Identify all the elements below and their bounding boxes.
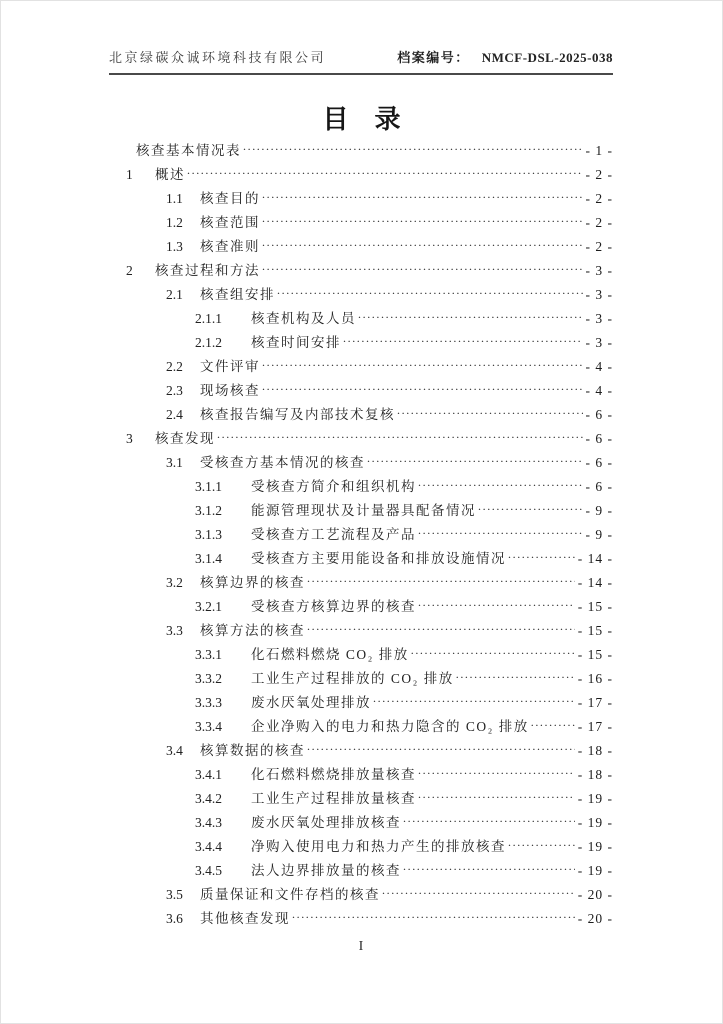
toc-leader-dots — [380, 884, 575, 899]
toc-entry-page: - 3 - — [585, 287, 613, 302]
toc-entry-page: - 6 - — [585, 431, 613, 446]
toc-leader-dots — [275, 284, 583, 299]
toc-entry-label: 核查准则 — [200, 239, 260, 254]
toc-leader-dots — [529, 716, 575, 731]
toc-entry-label: 企业净购入的电力和热力隐含的 CO₂ 排放 — [251, 719, 529, 734]
toc-leader-dots — [260, 380, 583, 395]
toc-entry-page: - 14 - — [577, 551, 613, 566]
toc-entry-label: 现场核查 — [200, 383, 260, 398]
toc-entry — [126, 643, 613, 667]
toc-entry-label: 核算方法的核查 — [200, 623, 305, 638]
toc-entry — [126, 139, 613, 163]
toc-entry-page: - 16 - — [577, 671, 613, 686]
toc-entry-number: 2.2 — [166, 359, 183, 374]
toc-entry-label: 文件评审 — [200, 359, 260, 374]
toc-entry-number: 3.1.2 — [195, 503, 222, 518]
toc-entry-page: - 19 - — [577, 815, 613, 830]
toc-leader-dots — [401, 860, 575, 875]
toc-leader-dots — [371, 692, 575, 707]
toc-entry-label: 核查基本情况表 — [136, 143, 241, 158]
toc-leader-dots — [260, 212, 583, 227]
toc-entry-number: 3.4.4 — [195, 839, 222, 854]
toc-entry-number: 3.1.1 — [195, 479, 222, 494]
toc-entry-page: - 3 - — [585, 263, 613, 278]
toc-leader-dots — [365, 452, 583, 467]
toc-entry-number: 2.4 — [166, 407, 183, 422]
toc-entry-page: - 2 - — [585, 239, 613, 254]
toc-leader-dots — [305, 740, 575, 755]
toc-leader-dots — [305, 620, 575, 635]
toc-entry — [126, 355, 613, 379]
toc-entry — [126, 259, 613, 283]
toc-entry — [126, 667, 613, 691]
toc-entry-page: - 14 - — [577, 575, 613, 590]
toc-entry-label: 核查过程和方法 — [155, 263, 260, 278]
toc-entry-label: 废水厌氧处理排放核查 — [251, 815, 401, 830]
toc-entry — [126, 379, 613, 403]
toc-entry-label: 核查范围 — [200, 215, 260, 230]
toc-entry-page: - 1 - — [585, 143, 613, 158]
toc-entry-label: 核查目的 — [200, 191, 260, 206]
toc-entry-number: 3.6 — [166, 911, 183, 926]
toc-entry — [126, 619, 613, 643]
toc-entry-label: 化石燃料燃烧排放量核查 — [251, 767, 416, 782]
toc-entry-page: - 15 - — [577, 623, 613, 638]
toc-entry-number: 3.3.2 — [195, 671, 222, 686]
toc-leader-dots — [416, 788, 575, 803]
toc-entry — [126, 883, 613, 907]
toc-entry — [126, 307, 613, 331]
toc-entry-number: 3 — [126, 431, 133, 446]
toc-entry-number: 3.1.4 — [195, 551, 222, 566]
toc-entry-page: - 4 - — [585, 383, 613, 398]
toc-entry-label: 受核查方基本情况的核查 — [200, 455, 365, 470]
toc-entry-label: 法人边界排放量的核查 — [251, 863, 401, 878]
toc-entry-number: 3.4.3 — [195, 815, 222, 830]
toc-entry-number: 3.1 — [166, 455, 183, 470]
toc-leader-dots — [416, 476, 583, 491]
toc-entry-label: 核查组安排 — [200, 287, 275, 302]
toc-entry-page: - 17 - — [577, 695, 613, 710]
toc-entry-label: 受核查方核算边界的核查 — [251, 599, 416, 614]
toc-leader-dots — [476, 500, 583, 515]
toc-leader-dots — [416, 524, 583, 539]
toc-entry-number: 2.3 — [166, 383, 183, 398]
toc-entry — [126, 907, 613, 931]
toc-entry-page: - 2 - — [585, 191, 613, 206]
toc-entry-number: 3.3.3 — [195, 695, 222, 710]
toc-entry-page: - 15 - — [577, 647, 613, 662]
toc-entry — [126, 187, 613, 211]
toc-leader-dots — [454, 668, 575, 683]
toc-entry — [126, 739, 613, 763]
toc-entry-page: - 3 - — [585, 335, 613, 350]
toc-leader-dots — [185, 164, 583, 179]
toc-entry-number: 3.2.1 — [195, 599, 222, 614]
toc-leader-dots — [290, 908, 575, 923]
toc-entry — [126, 811, 613, 835]
toc-entry-page: - 9 - — [585, 503, 613, 518]
toc-leader-dots — [260, 260, 583, 275]
toc-entry-label: 质量保证和文件存档的核查 — [200, 887, 380, 902]
toc-entry-number: 1.2 — [166, 215, 183, 230]
toc-entry — [126, 571, 613, 595]
toc-entry-page: - 2 - — [585, 167, 613, 182]
toc-entry-label: 核查时间安排 — [251, 335, 341, 350]
toc-entry-page: - 19 - — [577, 839, 613, 854]
toc-entry-label: 其他核查发现 — [200, 911, 290, 926]
toc-entry-page: - 20 - — [577, 911, 613, 926]
toc-entry — [126, 499, 613, 523]
toc-entry-number: 3.4.2 — [195, 791, 222, 806]
toc-entry — [126, 787, 613, 811]
toc-entry-number: 1 — [126, 167, 133, 182]
toc-leader-dots — [356, 308, 583, 323]
toc-entry-label: 受核查方简介和组织机构 — [251, 479, 416, 494]
toc-entry-label: 工业生产过程排放的 CO₂ 排放 — [251, 671, 454, 686]
toc-entry-label: 核查机构及人员 — [251, 311, 356, 326]
archive-number-value: NMCF-DSL-2025-038 — [481, 50, 613, 65]
toc-entry-page: - 6 - — [585, 407, 613, 422]
toc-entry — [126, 163, 613, 187]
toc-leader-dots — [215, 428, 583, 443]
toc-entry-number: 1.1 — [166, 191, 183, 206]
toc-entry-number: 3.4.1 — [195, 767, 222, 782]
toc-entry-label: 核算边界的核查 — [200, 575, 305, 590]
toc-entry-number: 2.1 — [166, 287, 183, 302]
page-header — [109, 47, 613, 75]
toc-entry-page: - 17 - — [577, 719, 613, 734]
toc-entry-label: 概述 — [155, 167, 185, 182]
toc-leader-dots — [341, 332, 583, 347]
toc-entry — [126, 715, 613, 739]
toc-leader-dots — [409, 644, 575, 659]
toc-entry — [126, 523, 613, 547]
toc-entry — [126, 859, 613, 883]
toc-entry-number: 2.1.2 — [195, 335, 222, 350]
toc-title: 目 录 — [322, 105, 401, 134]
toc-entry-label: 核算数据的核查 — [200, 743, 305, 758]
toc-leader-dots — [260, 188, 583, 203]
toc-entry-page: - 20 - — [577, 887, 613, 902]
toc-entry-page: - 6 - — [585, 455, 613, 470]
toc-entry-label: 受核查方工艺流程及产品 — [251, 527, 416, 542]
toc-entry — [126, 763, 613, 787]
toc-entry-label: 工业生产过程排放量核查 — [251, 791, 416, 806]
toc-entry-number: 3.4.5 — [195, 863, 222, 878]
toc-entry — [126, 211, 613, 235]
toc-entry — [126, 331, 613, 355]
toc-entry-page: - 9 - — [585, 527, 613, 542]
toc-leader-dots — [395, 404, 583, 419]
company-name: 北京绿碳众诚环境科技有限公司 — [109, 50, 327, 65]
archive-number-block — [397, 47, 613, 66]
toc-entry-page: - 4 - — [585, 359, 613, 374]
toc-entry-label: 化石燃料燃烧 CO₂ 排放 — [251, 647, 409, 662]
toc-leader-dots — [260, 236, 583, 251]
toc-entry — [126, 427, 613, 451]
footer-page-number: I — [358, 939, 365, 954]
archive-number-label: 档案编号： — [397, 50, 470, 65]
toc-leader-dots — [305, 572, 575, 587]
toc-leader-dots — [260, 356, 583, 371]
toc-leader-dots — [506, 836, 575, 851]
toc-entry-label: 受核查方主要用能设备和排放设施情况 — [251, 551, 506, 566]
toc-entry-number: 2.1.1 — [195, 311, 222, 326]
toc-entry-number: 3.3.1 — [195, 647, 222, 662]
toc-entry-page: - 19 - — [577, 791, 613, 806]
toc-entry — [126, 451, 613, 475]
toc-entry-page: - 3 - — [585, 311, 613, 326]
toc-entry-number: 3.5 — [166, 887, 183, 902]
toc-entry-number: 1.3 — [166, 239, 183, 254]
toc-entry-label: 净购入使用电力和热力产生的排放核查 — [251, 839, 506, 854]
toc-entry-number: 3.4 — [166, 743, 183, 758]
toc-leader-dots — [241, 140, 583, 155]
toc-leader-dots — [506, 548, 575, 563]
toc-entry-number: 3.1.3 — [195, 527, 222, 542]
toc-entry-page: - 19 - — [577, 863, 613, 878]
toc-entry-page: - 18 - — [577, 767, 613, 782]
toc-entry-number: 3.2 — [166, 575, 183, 590]
toc-entry-number: 3.3.4 — [195, 719, 222, 734]
toc-leader-dots — [416, 596, 575, 611]
toc-entry-label: 核查发现 — [155, 431, 215, 446]
toc-entry — [126, 403, 613, 427]
toc-entry — [126, 235, 613, 259]
toc-entry — [126, 691, 613, 715]
toc-entry-page: - 18 - — [577, 743, 613, 758]
toc-entry — [126, 283, 613, 307]
toc-entry-label: 核查报告编写及内部技术复核 — [200, 407, 395, 422]
toc-entry-page: - 6 - — [585, 479, 613, 494]
toc-leader-dots — [416, 764, 575, 779]
toc-entry — [126, 595, 613, 619]
toc-entry — [126, 475, 613, 499]
toc-entry-number: 2 — [126, 263, 133, 278]
toc-entry-page: - 2 - — [585, 215, 613, 230]
toc-list — [126, 139, 613, 931]
toc-entry — [126, 547, 613, 571]
toc-entry-label: 废水厌氧处理排放 — [251, 695, 371, 710]
toc-entry-page: - 15 - — [577, 599, 613, 614]
toc-leader-dots — [401, 812, 575, 827]
toc-entry — [126, 835, 613, 859]
toc-entry-label: 能源管理现状及计量器具配备情况 — [251, 503, 476, 518]
toc-entry-number: 3.3 — [166, 623, 183, 638]
